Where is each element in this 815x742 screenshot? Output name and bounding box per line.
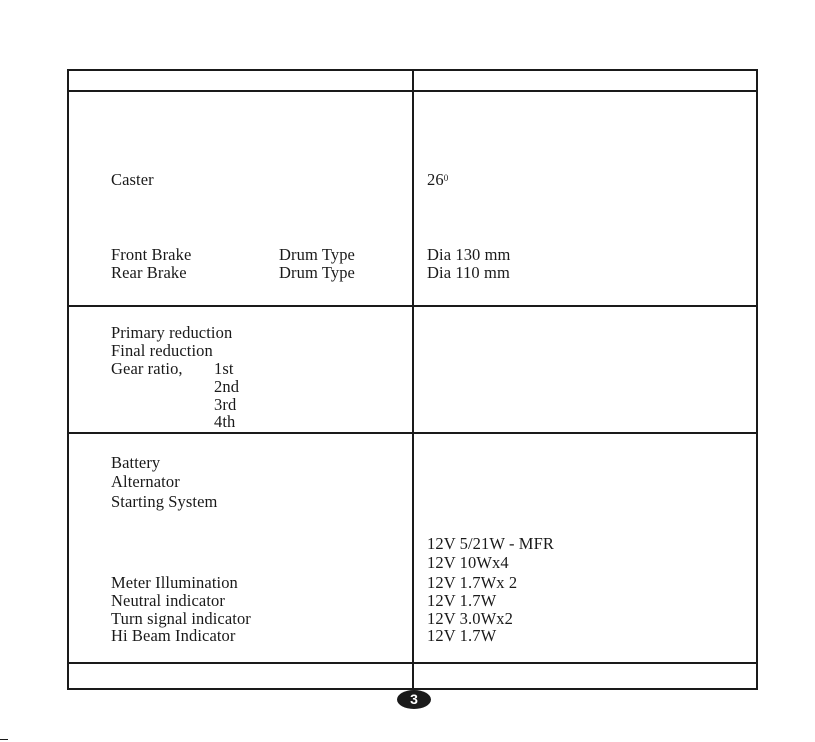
gear-2nd: 2nd	[214, 377, 240, 396]
caster-degree: 0	[443, 173, 449, 183]
lamp-value-1: 12V 5/21W - MFR	[427, 534, 554, 553]
meter-illumination-value: 12V 1.7Wx 2	[427, 573, 518, 592]
neutral-indicator-value: 12V 1.7W	[427, 591, 497, 610]
lamp-value-2: 12V 10Wx4	[427, 553, 509, 572]
page-number-badge: 3	[397, 690, 431, 709]
caster-value-number: 26	[427, 170, 444, 189]
final-reduction-label: Final reduction	[111, 341, 213, 360]
gear-4th: 4th	[214, 412, 236, 431]
column-divider	[412, 69, 414, 688]
caster-value	[427, 171, 448, 189]
header-row-divider	[67, 90, 758, 92]
starting-system-label: Starting System	[111, 492, 218, 511]
gear-3rd: 3rd	[214, 395, 237, 414]
gear-1st: 1st	[214, 359, 234, 378]
meter-illumination-label: Meter Illumination	[111, 573, 238, 592]
primary-reduction-label: Primary reduction	[111, 323, 233, 342]
electrical-section-divider	[67, 662, 758, 664]
front-brake-type: Drum Type	[279, 245, 355, 264]
hi-beam-indicator-value: 12V 1.7W	[427, 626, 497, 645]
neutral-indicator-label: Neutral indicator	[111, 591, 225, 610]
gear-ratio-label: Gear ratio,	[111, 359, 183, 378]
battery-label: Battery	[111, 453, 161, 472]
transmission-section-divider	[67, 432, 758, 434]
chassis-section-divider	[67, 305, 758, 307]
front-brake-label: Front Brake	[111, 245, 192, 264]
rear-brake-type: Drum Type	[279, 263, 355, 282]
turn-signal-indicator-value: 12V 3.0Wx2	[427, 609, 513, 628]
front-brake-value: Dia 130 mm	[427, 245, 511, 264]
caster-label: Caster	[111, 170, 154, 189]
turn-signal-indicator-label: Turn signal indicator	[111, 609, 251, 628]
hi-beam-indicator-label: Hi Beam Indicator	[111, 626, 236, 645]
rear-brake-label: Rear Brake	[111, 263, 187, 282]
rear-brake-value: Dia 110 mm	[427, 263, 510, 282]
crop-mark	[0, 739, 8, 740]
alternator-label: Alternator	[111, 472, 180, 491]
